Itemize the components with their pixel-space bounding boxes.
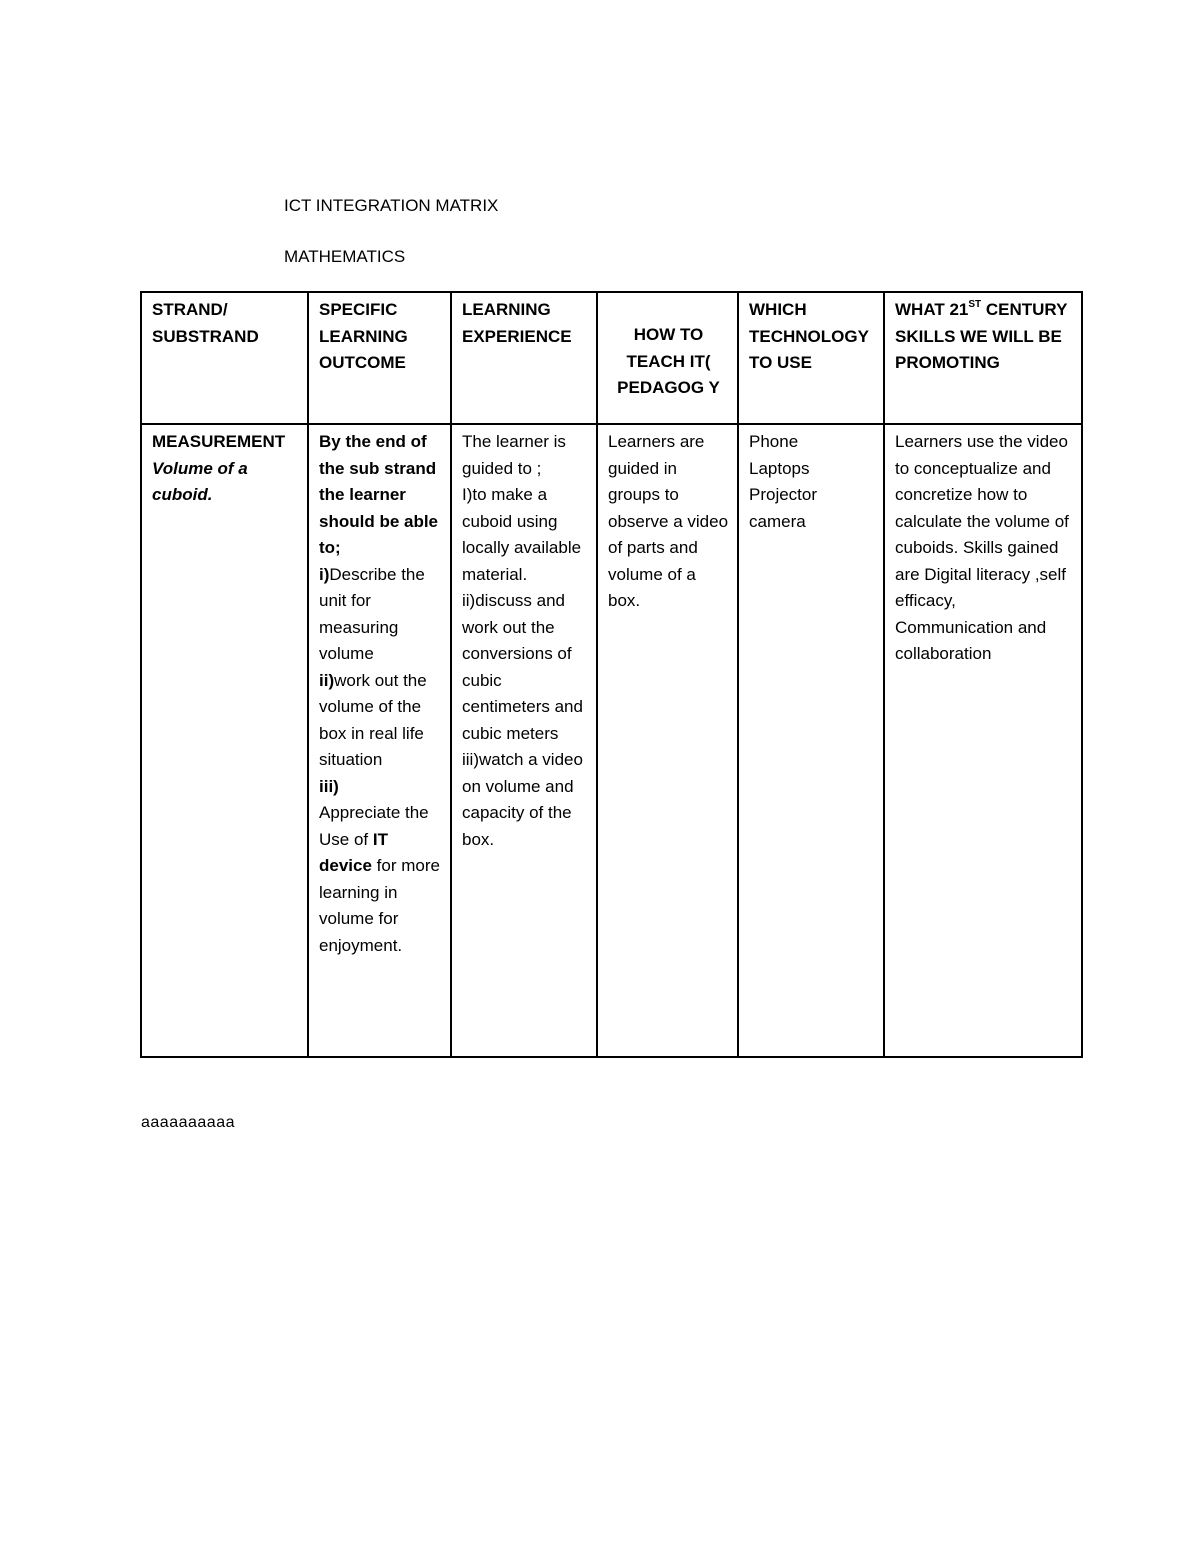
technology-item: camera: [749, 511, 806, 531]
outcome-3-bold: IT device: [319, 829, 388, 875]
outcome-3-text-a: Appreciate the Use of: [319, 803, 429, 849]
table-header-row: [141, 292, 1082, 424]
substrand-name: Volume of a cuboid.: [152, 458, 248, 504]
document-title: ICT INTEGRATION MATRIX: [284, 196, 499, 215]
header-experience: LEARNING EXPERIENCE: [451, 292, 597, 424]
header-skills-prefix: WHAT 21: [895, 300, 969, 319]
header-skills-rest: CENTURY SKILLS WE WILL BE PROMOTING: [895, 300, 1068, 372]
experience-3: iii)watch a video on volume and capacity of the box.: [462, 750, 583, 849]
outcome-2-text: work out the volume of the box in real life situation: [319, 670, 427, 769]
footer-text: aaaaaaaaaa: [141, 1114, 235, 1131]
technology-item: Projector: [749, 485, 818, 504]
cell-skills: Learners use the video to conceptualize and concretize how to calculate the volume of cuboids. Skills gained are Digital literacy ,self efficacy, Communication and collaboration: [884, 424, 1082, 1057]
header-outcome: SPECIFIC LEARNING OUTCOME: [308, 292, 451, 424]
technology-item: Laptops: [749, 458, 810, 478]
outcome-3-text-b: for more learning in volume for enjoyment.: [319, 856, 440, 955]
experience-intro: The learner is guided to ;: [462, 432, 566, 478]
subject-heading: MATHEMATICS: [284, 247, 406, 266]
cell-strand: [141, 424, 308, 1057]
experience-2: ii)discuss and work out the conversions of cubic centimeters and cubic meters: [462, 591, 583, 743]
header-skills-superscript: ST: [968, 299, 982, 310]
cell-experience: [451, 424, 597, 1057]
strand-name: MEASUREMENT: [152, 432, 286, 451]
header-technology: WHICH TECHNOLOGY TO USE: [738, 292, 884, 424]
cell-technology: [738, 424, 884, 1057]
table-row: [141, 424, 1082, 1057]
header-pedagogy: HOW TO TEACH IT( PEDAGOG Y: [597, 292, 738, 424]
outcome-3-label: iii): [319, 776, 339, 796]
experience-1: I)to make a cuboid using locally available material.: [462, 485, 582, 584]
outcome-1-label: i): [319, 564, 330, 584]
technology-item: Phone: [749, 432, 799, 451]
outcome-2-label: ii): [319, 670, 335, 690]
outcome-intro: By the end of the sub strand the learner should be able to;: [319, 432, 439, 557]
cell-pedagogy: Learners are guided in groups to observe a video of parts and volume of a box.: [597, 424, 738, 1057]
header-strand: STRAND/ SUBSTRAND: [141, 292, 308, 424]
ict-integration-matrix-table: [140, 291, 1083, 1058]
header-skills: [884, 292, 1082, 424]
cell-outcome: [308, 424, 451, 1057]
outcome-1-text: Describe the unit for measuring volume: [319, 564, 425, 663]
